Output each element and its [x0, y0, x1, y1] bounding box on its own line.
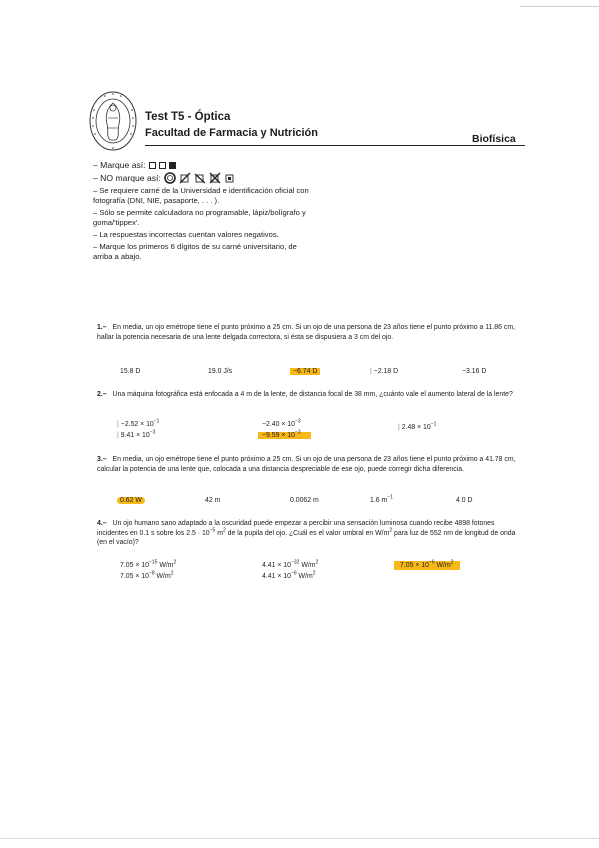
- answer-option-highlighted[interactable]: [394, 559, 460, 569]
- mark-bad-label: – NO marque así:: [93, 173, 161, 183]
- instruction-item: – Sólo se permite calculadora no programable, lápiz/bolígrafo y goma/'tippex'.: [93, 208, 306, 227]
- answer-exponent: −6: [428, 559, 435, 566]
- answer-option[interactable]: [117, 429, 156, 439]
- answer-exponent: −1: [387, 494, 393, 501]
- answer-unit: W/m: [296, 573, 313, 580]
- university-seal-icon: [88, 90, 138, 152]
- checkbox-filled-icon: [169, 162, 176, 169]
- answer-exponent: −1: [153, 418, 160, 425]
- question-number: 2.–: [97, 391, 107, 398]
- mark-good-label: – Marque así:: [93, 160, 146, 170]
- answer-unit: W/m: [434, 562, 451, 569]
- answer-text: −2.18 D: [373, 368, 399, 375]
- scan-edge-top: [520, 6, 599, 7]
- question-number: 1.–: [97, 324, 107, 331]
- question-2: [97, 390, 517, 400]
- test-title: Test T5 - Óptica: [145, 111, 231, 123]
- answer-text: −2.52 × 10: [120, 421, 154, 428]
- question-text: m: [215, 529, 223, 537]
- answer-text: 4.41 × 10: [262, 562, 291, 569]
- unit-exponent: 2: [450, 559, 454, 566]
- instruction-item: – Marque los primeros 6 dígitos de su carné universitario, de arriba a abajo.: [93, 242, 297, 261]
- checkbox-empty-icon: [159, 162, 166, 169]
- answer-exponent: −6: [290, 570, 297, 577]
- answer-option[interactable]: [117, 418, 160, 428]
- answer-exponent: −8: [148, 570, 155, 577]
- answer-option[interactable]: [370, 368, 398, 375]
- header-rule: [145, 145, 525, 146]
- answer-option[interactable]: 15.8 D: [120, 368, 141, 375]
- bad-circle-icon: [164, 172, 176, 184]
- answer-unit: W/m: [157, 562, 174, 569]
- answer-option[interactable]: [370, 494, 393, 504]
- subject-name: Biofísica: [472, 133, 516, 145]
- answer-option[interactable]: [262, 570, 316, 580]
- question-1: [97, 323, 517, 342]
- mark-bad-row: [93, 172, 313, 184]
- text-exponent: 2: [389, 527, 393, 534]
- answer-option[interactable]: 4.0 D: [456, 497, 473, 504]
- question-text: para luz de 552 nm de longitud de onda (en el vacío)?: [97, 529, 516, 546]
- unit-exponent: 2: [315, 559, 319, 566]
- text-exponent: 2: [222, 527, 226, 534]
- answer-text: 1.6 m: [370, 497, 388, 504]
- bad-x-icon: [209, 172, 221, 184]
- answer-text: 7.05 × 10: [120, 562, 149, 569]
- question-text: En media, un ojo emétrope tiene el punto próximo a 25 cm. Si un ojo de una persona de 23 años tiene el punto próximo a 11.86 cm, hallar la potencia necesaria de una lente delgada correctora, si ésta se dispusiera a 3 cm del ojo.: [97, 324, 515, 341]
- highlighted-answer: 0.62 W: [117, 497, 145, 504]
- checkbox-empty-icon: [149, 162, 156, 169]
- highlighted-answer: −6.74 D: [290, 368, 320, 375]
- pencil-tick: |: [117, 432, 119, 439]
- pencil-tick: |: [370, 368, 372, 375]
- answer-option-highlighted[interactable]: [258, 429, 311, 439]
- answer-exponent: −3: [294, 429, 301, 436]
- answer-text: −9.59 × 10: [262, 432, 295, 439]
- answer-option[interactable]: 42 m: [205, 497, 221, 504]
- pencil-tick: |: [398, 424, 400, 431]
- instruction-item: – La respuestas incorrectas cuentan valores negativos.: [93, 230, 279, 239]
- question-text: de la pupila del ojo. ¿Cuál es el valor umbral en W/m: [225, 529, 390, 537]
- answer-option[interactable]: [262, 559, 319, 569]
- question-4: [97, 519, 517, 548]
- bad-dot-icon: [224, 172, 236, 184]
- instructions: [93, 160, 313, 264]
- answer-option[interactable]: [398, 421, 437, 431]
- answer-option[interactable]: 19.0 J/s: [208, 368, 233, 375]
- question-number: 3.–: [97, 456, 107, 463]
- question-number: 4.–: [97, 520, 107, 527]
- unit-exponent: 2: [173, 559, 177, 566]
- pencil-tick: |: [117, 421, 119, 428]
- unit-exponent: 2: [312, 570, 316, 577]
- answer-option[interactable]: [120, 570, 174, 580]
- answer-option[interactable]: [120, 559, 177, 569]
- answer-text: 4.41 × 10: [262, 573, 291, 580]
- highlighted-answer: [258, 429, 311, 439]
- faculty-name: Facultad de Farmacia y Nutrición: [145, 127, 318, 139]
- bad-cross-icon: [194, 172, 206, 184]
- answer-exponent: −1: [430, 421, 437, 428]
- scan-edge-bottom: [0, 838, 599, 839]
- question-text: Una máquina fotográfica está enfocada a 4 m de la lente, de distancia focal de 38 mm, ¿cuánto vale el aumento lateral de la lente?: [112, 391, 513, 398]
- instruction-item: – Se requiere carné de la Universidad e identificación oficial con fotografía (DNI, NIE, pasaporte, . . . ).: [93, 186, 309, 205]
- answer-unit: W/m: [299, 562, 316, 569]
- answer-exponent: −3: [149, 429, 156, 436]
- answer-option-highlighted[interactable]: [117, 497, 145, 504]
- answer-text: 9.41 × 10: [120, 432, 150, 439]
- answer-option[interactable]: 0.0062 m: [290, 497, 319, 504]
- answer-exponent: −3: [294, 418, 301, 425]
- answer-text: 2.48 × 10: [401, 424, 431, 431]
- question-text: Un ojo humano sano adaptado a la oscuridad puede empezar a percibir una sensación luminosa cuando recibe 4898 fotones incidentes en 0.1 s sobre los 2.5 · 10: [97, 520, 495, 537]
- answer-option-highlighted[interactable]: [290, 368, 320, 375]
- text-exponent: −5: [209, 527, 216, 534]
- answer-exponent: −15: [148, 559, 158, 566]
- answer-text: 7.05 × 10: [400, 562, 429, 569]
- question-3: [97, 455, 517, 474]
- answer-option[interactable]: −3.16 D: [462, 368, 487, 375]
- unit-exponent: 2: [170, 570, 174, 577]
- answer-text: 7.05 × 10: [120, 573, 149, 580]
- answer-text: −2.40 × 10: [262, 421, 295, 428]
- answer-option[interactable]: [262, 418, 301, 428]
- highlighted-answer: [394, 561, 460, 570]
- bad-slash-icon: [179, 172, 191, 184]
- question-text: En media, un ojo emétrope tiene el punto próximo a 25 cm. Si un ojo de una persona de 23 años tiene el punto próximo a 41.78 cm, calcular la potencia de una lente que, colocada a una distancia despreciable de ese ojo, puede corregir dicha diferencia.: [97, 456, 516, 473]
- mark-good-row: [93, 160, 313, 170]
- answer-unit: W/m: [154, 573, 171, 580]
- answer-exponent: −32: [290, 559, 300, 566]
